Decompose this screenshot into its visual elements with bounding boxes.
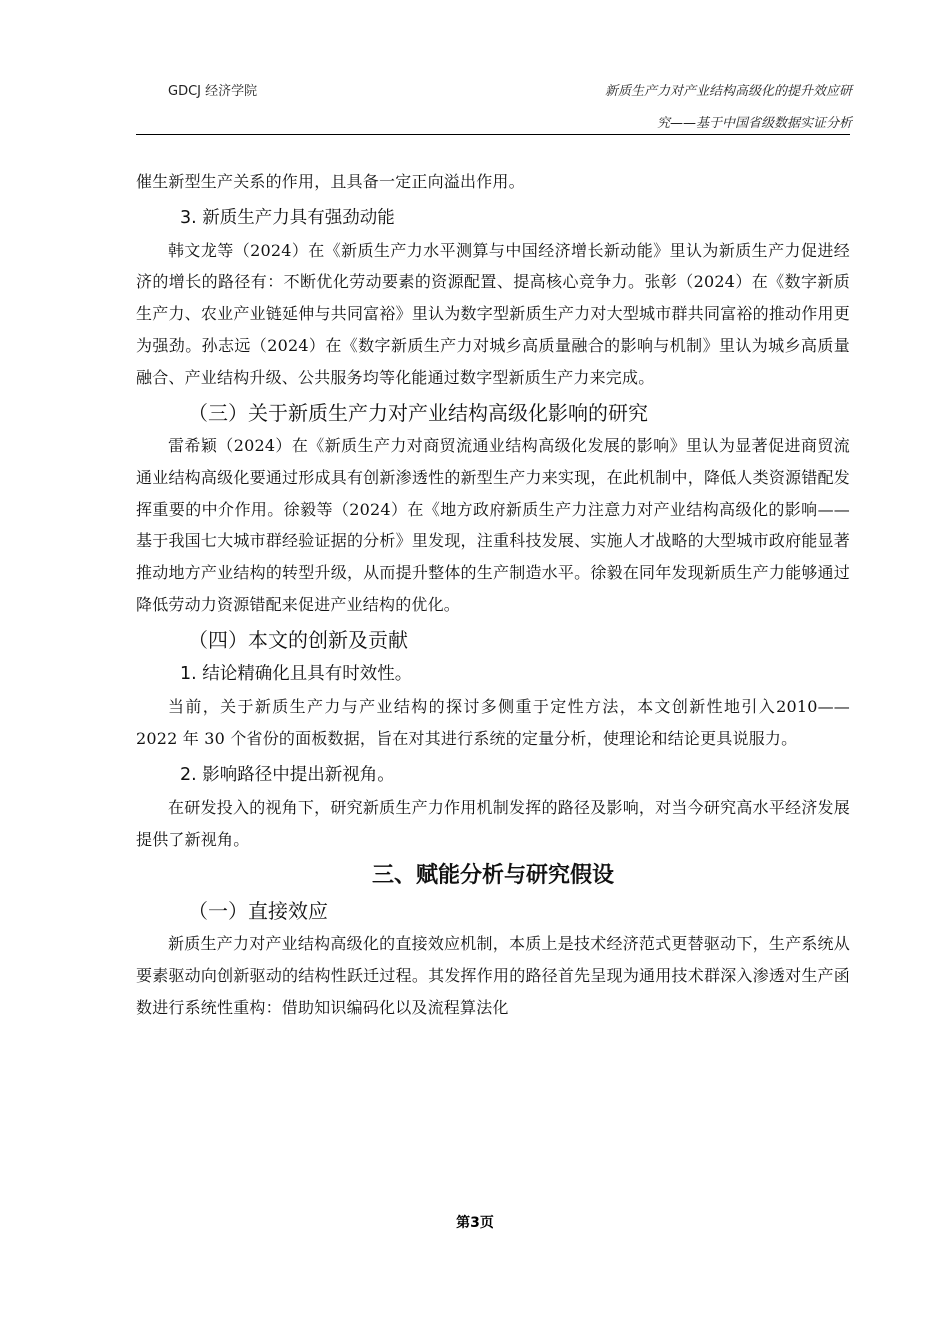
paragraph-precision: 当前，关于新质生产力与产业结构的探讨多侧重于定性方法，本文创新性地引入2010——2022 年 30 个省份的面板数据，旨在对其进行系统的定量分析，使理论和结论更具说服力。: [136, 697, 850, 749]
paragraph-momentum: 韩文龙等（2024）在《新质生产力水平测算与中国经济增长新动能》里认为新质生产力促进经济的增长的路径有：不断优化劳动要素的资源配置、提高核心竞争力。张彰（2024）在《数字新质生产力、农业产业链延伸与共同富裕》里认为数字型新质生产力对大型城市群共同富裕的推动作用更为强劲。孙志远（2024）在《数字新质生产力对城乡高质量融合的影响与机制》里认为城乡高质量融合、产业结构升级、公共服务均等化能通过数字型新质生产力来完成。: [136, 240, 850, 387]
paragraph-new-perspective: 在研发投入的视角下，研究新质生产力作用机制发挥的路径及影响，对当今研究高水平经济发展提供了新视角。: [136, 797, 850, 849]
page-number: 第3页: [456, 1215, 494, 1231]
heading-chapter-3: 三、赋能分析与研究假设: [371, 863, 614, 889]
header-title-line2: 究——基于中国省级数据实证分析: [656, 116, 852, 131]
heading-3-strong-momentum: 3. 新质生产力具有强劲动能: [180, 207, 395, 228]
paragraph-direct-effect: 新质生产力对产业结构高级化的直接效应机制，本质上是技术经济范式更替驱动下，生产系统从要素驱动向创新驱动的结构性跃迁过程。其发挥作用的路径首先呈现为通用技术群深入渗透对生产函数进行系统性重构：借助知识编码化以及流程算法化: [136, 934, 850, 1017]
heading-2-new-perspective: 2. 影响路径中提出新视角。: [180, 764, 395, 785]
header-institution: GDCJ 经济学院: [168, 84, 258, 99]
paragraph-industry-structure: 雷希颖（2024）在《新质生产力对商贸流通业结构高级化发展的影响》里认为显著促进商贸流通业结构高级化要通过形成具有创新渗透性的新型生产力来实现，在此机制中，降低人类资源错配发挥重要的中介作用。徐毅等（2024）在《地方政府新质生产力注意力对产业结构高级化的影响——基于我国七大城市群经验证据的分析》里发现，注重科技发展、实施人才战略的大型城市政府能显著推动地方产业结构的转型升级，从而提升整体的生产制造水平。徐毅在同年发现新质生产力能够通过降低劳动力资源错配来促进产业结构的优化。: [136, 436, 850, 614]
body-text: [136, 166, 850, 1023]
heading-direct-effect: （一）直接效应: [188, 899, 328, 924]
heading-1-precision: 1. 结论精确化且具有时效性。: [180, 664, 413, 685]
header-rule: [136, 134, 850, 135]
header-title-line1: 新质生产力对产业结构高级化的提升效应研: [604, 84, 852, 99]
heading-section-3: （三）关于新质生产力对产业结构高级化影响的研究: [188, 401, 648, 426]
paragraph-continued: 催生新型生产关系的作用，且具备一定正向溢出作用。: [136, 172, 525, 191]
heading-section-4: （四）本文的创新及贡献: [188, 628, 408, 653]
